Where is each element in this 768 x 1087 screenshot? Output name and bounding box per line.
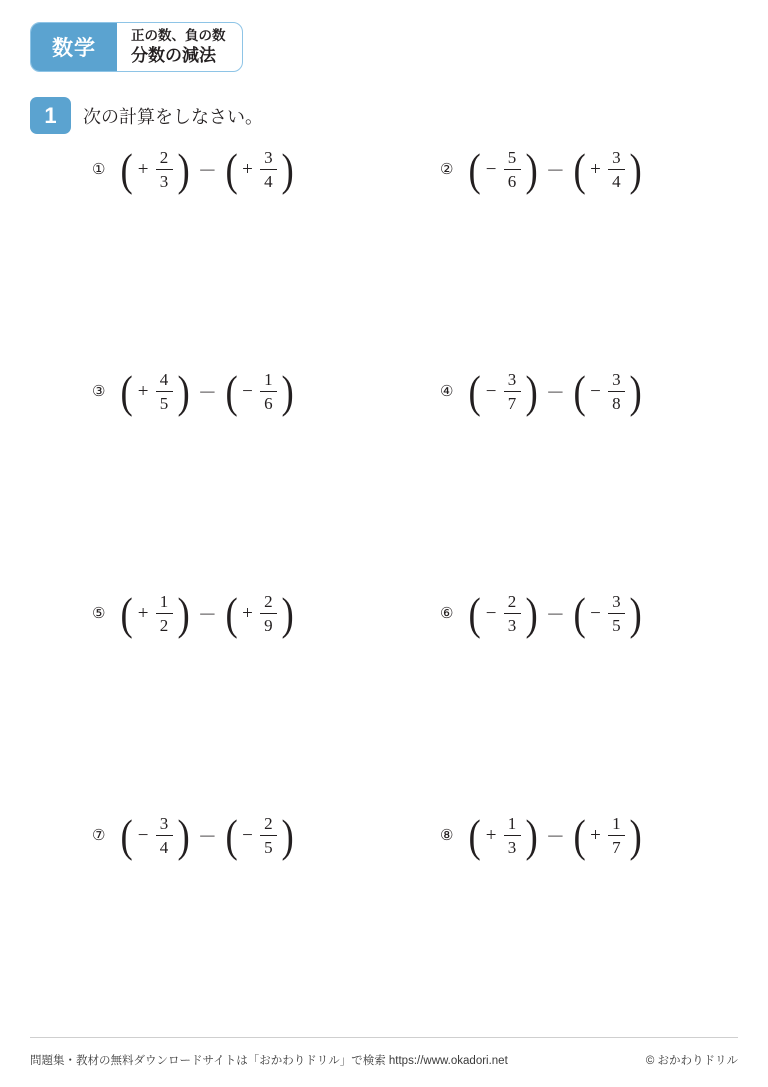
problem-expression — [119, 809, 295, 861]
numerator: 1 — [264, 370, 273, 389]
fraction-bar — [608, 391, 625, 392]
subject-badge: 数学 — [31, 23, 117, 71]
unit-subtitle: 正の数、負の数 — [131, 28, 226, 44]
denominator: 4 — [159, 838, 169, 858]
problem-expression — [119, 587, 295, 639]
numerator: 3 — [612, 370, 621, 389]
term-sign: − — [590, 380, 601, 402]
open-paren: ( — [573, 587, 586, 639]
open-paren: ( — [120, 143, 134, 195]
close-paren: ) — [281, 587, 294, 639]
close-paren: ) — [629, 809, 642, 861]
section-instruction: 次の計算をしなさい。 — [83, 106, 263, 127]
fraction-bar — [156, 169, 173, 170]
fraction-bar — [504, 169, 521, 170]
fraction-bar — [608, 169, 625, 170]
problem-grid — [0, 140, 768, 1028]
fraction-bar — [504, 613, 521, 614]
denominator: 5 — [159, 394, 169, 414]
close-paren: ) — [281, 143, 294, 195]
close-paren: ) — [177, 809, 190, 861]
problem-expression — [467, 365, 643, 417]
problem-cell — [384, 806, 768, 1028]
denominator: 5 — [612, 616, 621, 636]
fraction — [608, 814, 625, 857]
problem-cell — [0, 584, 384, 806]
close-paren: ) — [281, 365, 294, 417]
footer-copyright: © おかわりドリル — [645, 1055, 738, 1067]
fraction-bar — [260, 169, 277, 170]
fraction-bar — [260, 613, 277, 614]
fraction — [260, 148, 277, 191]
fraction — [156, 148, 173, 191]
operator: － — [197, 827, 217, 849]
open-paren: ( — [468, 365, 482, 417]
fraction-bar — [260, 835, 277, 836]
numerator: 1 — [612, 814, 621, 833]
numerator: 2 — [264, 814, 273, 833]
problem-expression — [119, 143, 295, 195]
fraction — [156, 370, 173, 413]
denominator: 3 — [159, 172, 169, 192]
denominator: 7 — [507, 394, 517, 414]
close-paren: ) — [525, 809, 538, 861]
fraction — [608, 148, 625, 191]
fraction — [608, 592, 625, 635]
close-paren: ) — [177, 587, 190, 639]
title-box — [117, 23, 242, 71]
denominator: 5 — [264, 838, 273, 858]
problem-number: ⑧ — [440, 827, 454, 845]
page-title: 分数の減法 — [131, 45, 216, 65]
close-paren: ) — [629, 587, 642, 639]
fraction-bar — [608, 613, 625, 614]
denominator: 4 — [264, 172, 273, 192]
open-paren: ( — [468, 587, 482, 639]
close-paren: ) — [525, 365, 538, 417]
problem-number: ⑤ — [92, 605, 106, 623]
denominator: 7 — [612, 838, 621, 858]
numerator: 3 — [507, 370, 517, 389]
problem-row — [0, 584, 768, 806]
open-paren: ( — [120, 365, 134, 417]
denominator: 6 — [264, 394, 273, 414]
term-sign: − — [485, 380, 497, 402]
fraction-bar — [156, 391, 173, 392]
close-paren: ) — [525, 587, 538, 639]
problem-cell — [0, 806, 384, 1028]
fraction — [156, 592, 173, 635]
fraction — [260, 592, 277, 635]
denominator: 2 — [159, 616, 169, 636]
numerator: 5 — [507, 148, 517, 167]
open-paren: ( — [120, 809, 134, 861]
term-sign: + — [137, 602, 149, 624]
numerator: 3 — [612, 148, 621, 167]
open-paren: ( — [573, 809, 586, 861]
problem-number: ③ — [92, 383, 106, 401]
fraction — [608, 370, 625, 413]
close-paren: ) — [177, 143, 190, 195]
open-paren: ( — [225, 365, 238, 417]
term-sign: − — [242, 824, 253, 846]
problem-row — [0, 140, 768, 362]
close-paren: ) — [525, 143, 538, 195]
operator: － — [545, 605, 565, 627]
term-sign: − — [590, 602, 601, 624]
term-sign: − — [137, 824, 149, 846]
operator: － — [545, 827, 565, 849]
numerator: 1 — [507, 814, 517, 833]
term-sign: − — [242, 380, 253, 402]
operator: － — [545, 161, 565, 183]
operator: － — [545, 383, 565, 405]
problem-cell — [0, 362, 384, 584]
open-paren: ( — [225, 143, 238, 195]
open-paren: ( — [468, 809, 482, 861]
close-paren: ) — [629, 143, 642, 195]
fraction-bar — [156, 835, 173, 836]
numerator: 3 — [612, 592, 621, 611]
operator: － — [197, 161, 217, 183]
term-sign: + — [590, 824, 601, 846]
section-number-badge: 1 — [30, 97, 71, 134]
problem-number: ⑦ — [92, 827, 106, 845]
problem-number: ⑥ — [440, 605, 454, 623]
close-paren: ) — [281, 809, 294, 861]
numerator: 1 — [159, 592, 169, 611]
problem-expression — [467, 587, 643, 639]
open-paren: ( — [468, 143, 482, 195]
term-sign: + — [137, 380, 149, 402]
problem-row — [0, 362, 768, 584]
problem-row — [0, 806, 768, 1028]
numerator: 2 — [159, 148, 169, 167]
worksheet-header — [30, 22, 243, 72]
problem-number: ④ — [440, 383, 454, 401]
term-sign: + — [485, 824, 497, 846]
operator: － — [197, 383, 217, 405]
fraction-bar — [504, 391, 521, 392]
fraction — [504, 148, 521, 191]
denominator: 8 — [612, 394, 621, 414]
open-paren: ( — [225, 809, 238, 861]
fraction-bar — [156, 613, 173, 614]
numerator: 4 — [159, 370, 169, 389]
fraction-bar — [504, 835, 521, 836]
fraction — [156, 814, 173, 857]
term-sign: + — [242, 158, 253, 180]
fraction — [504, 592, 521, 635]
problem-expression — [467, 809, 643, 861]
numerator: 2 — [264, 592, 273, 611]
denominator: 3 — [507, 616, 517, 636]
numerator: 3 — [264, 148, 273, 167]
problem-expression — [119, 365, 295, 417]
fraction-bar — [608, 835, 625, 836]
term-sign: − — [485, 158, 497, 180]
term-sign: − — [485, 602, 497, 624]
close-paren: ) — [177, 365, 190, 417]
fraction — [260, 814, 277, 857]
denominator: 3 — [507, 838, 517, 858]
open-paren: ( — [573, 143, 586, 195]
section-heading — [30, 97, 263, 134]
open-paren: ( — [225, 587, 238, 639]
problem-number: ① — [92, 161, 106, 179]
denominator: 9 — [264, 616, 273, 636]
problem-number: ② — [440, 161, 454, 179]
denominator: 6 — [507, 172, 517, 192]
open-paren: ( — [120, 587, 134, 639]
term-sign: + — [242, 602, 253, 624]
footer-note: 問題集・教材の無料ダウンロードサイトは「おかわりドリル」で検索 https://www.okadori.net — [30, 1055, 508, 1067]
footer-divider — [30, 1037, 738, 1038]
fraction — [504, 370, 521, 413]
close-paren: ) — [629, 365, 642, 417]
operator: － — [197, 605, 217, 627]
denominator: 4 — [612, 172, 621, 192]
fraction-bar — [260, 391, 277, 392]
term-sign: + — [137, 158, 149, 180]
fraction — [504, 814, 521, 857]
problem-cell — [384, 584, 768, 806]
open-paren: ( — [573, 365, 586, 417]
problem-cell — [384, 140, 768, 362]
problem-expression — [467, 143, 643, 195]
numerator: 2 — [507, 592, 517, 611]
term-sign: + — [590, 158, 601, 180]
fraction — [260, 370, 277, 413]
numerator: 3 — [159, 814, 169, 833]
problem-cell — [0, 140, 384, 362]
problem-cell — [384, 362, 768, 584]
